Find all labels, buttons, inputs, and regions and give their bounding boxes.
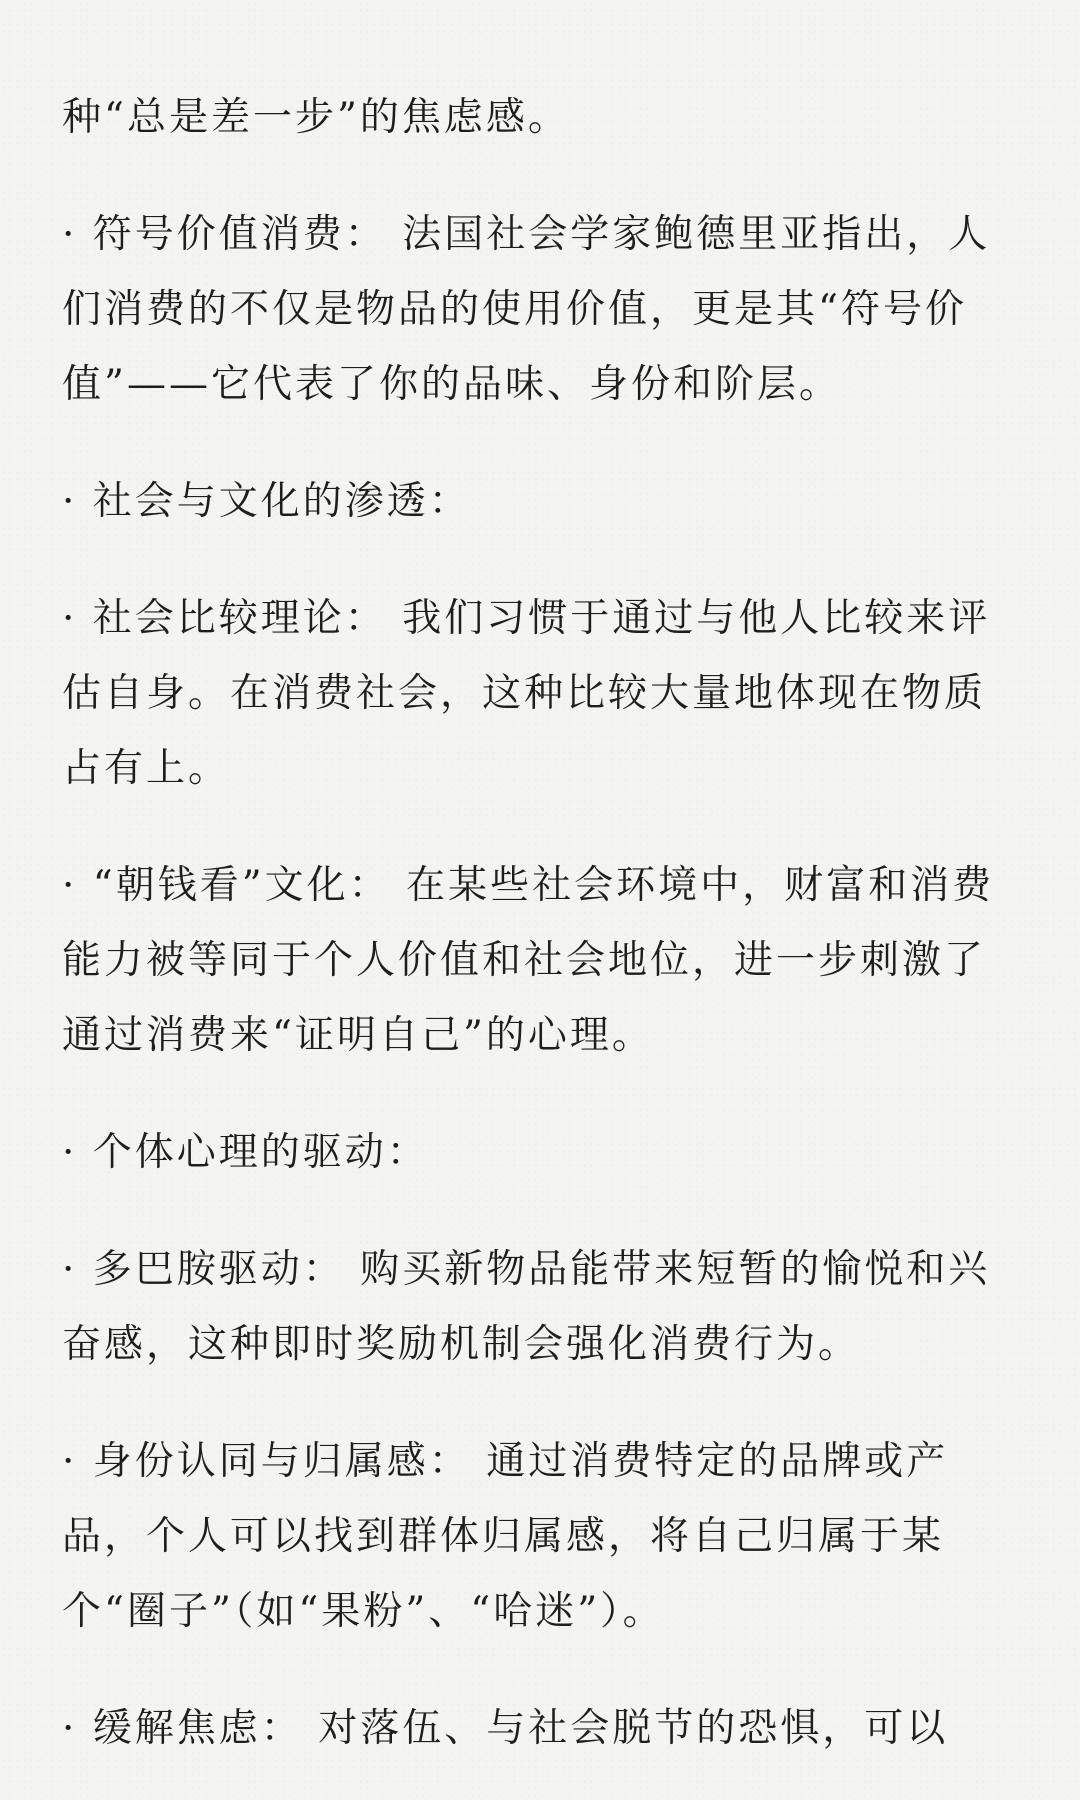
paragraph-individual-psychology-heading: · 个体心理的驱动： bbox=[62, 1130, 429, 1175]
paragraph-symbolic-value: · 符号价值消费： 法国社会学家鲍德里亚指出，人们消费的不仅是物品的使用价值，更是其“符号价值”——它代表了你的品味、身份和阶层。 bbox=[62, 212, 991, 407]
paragraph-anxiety-ending: 种“总是差一步”的焦虑感。 bbox=[62, 95, 570, 140]
paragraph-dopamine: · 多巴胺驱动： 购买新物品能带来短暂的愉悦和兴奋感，这种即时奖励机制会强化消费行为。 bbox=[62, 1247, 991, 1367]
paragraph-social-culture-heading: · 社会与文化的渗透： bbox=[62, 479, 471, 524]
paragraph-money-culture: · “朝钱看”文化： 在某些社会环境中，财富和消费能力被等同于个人价值和社会地位，进一步刺激了通过消费来“证明自己”的心理。 bbox=[62, 863, 995, 1058]
paragraph-identity-belonging: · 身份认同与归属感： 通过消费特定的品牌或产品，个人可以找到群体归属感，将自己归属于某个“圈子”（如“果粉”、“哈迷”）。 bbox=[62, 1439, 949, 1634]
paragraph-social-comparison: · 社会比较理论： 我们习惯于通过与他人比较来评估自身。在消费社会，这种比较大量地体现在物质占有上。 bbox=[62, 596, 991, 791]
paragraph-relieve-anxiety: · 缓解焦虑： 对落伍、与社会脱节的恐惧，可以 bbox=[62, 1706, 949, 1751]
